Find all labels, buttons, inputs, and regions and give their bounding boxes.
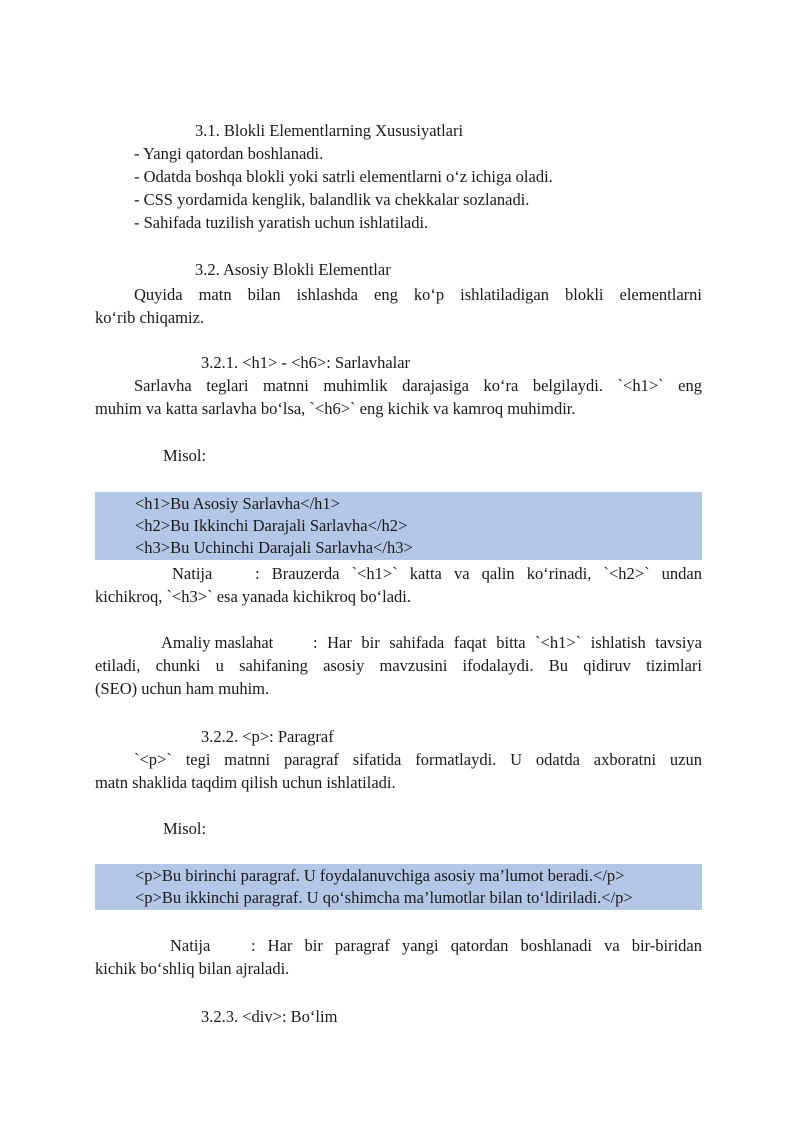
code-line: <p>Bu birinchi paragraf. U foydalanuvchiga asosiy ma’lumot beradi.</p> — [135, 866, 625, 885]
paragraph-line: matn shaklida taqdim qilish uchun ishlatiladi. — [95, 773, 396, 792]
section-heading-3-2: 3.2. Asosiy Blokli Elementlar — [195, 260, 391, 279]
list-item: - CSS yordamida kenglik, balandlik va chekkalar sozlanadi. — [134, 190, 530, 209]
paragraph-line: : Brauzerda `<h1>` katta va qalin ko‘rinadi, `<h2>` undan — [255, 564, 702, 583]
code-example-block — [95, 492, 702, 560]
paragraph-line: kichikroq, `<h3>` esa yanada kichikroq bo‘ladi. — [95, 587, 411, 606]
tip-label: Amaliy maslahat — [161, 633, 274, 652]
list-item: - Yangi qatordan boshlanadi. — [134, 144, 324, 163]
example-label: Misol: — [163, 446, 207, 465]
code-example-block — [95, 864, 702, 910]
paragraph-line: Sarlavha teglari matnni muhimlik darajasiga ko‘ra belgilaydi. `<h1>` eng — [134, 376, 702, 395]
code-line: <h3>Bu Uchinchi Darajali Sarlavha</h3> — [135, 538, 413, 557]
example-label: Misol: — [163, 819, 207, 838]
paragraph-line: `<p>` tegi matnni paragraf sifatida formatlaydi. U odatda axboratni uzun — [134, 750, 702, 769]
paragraph-line: (SEO) uchun ham muhim. — [95, 679, 270, 698]
result-label: Natija — [172, 564, 213, 583]
paragraph-line: : Har bir paragraf yangi qatordan boshlanadi va bir-biridan — [251, 936, 702, 955]
section-heading-3-2-1: 3.2.1. <h1> - <h6>: Sarlavhalar — [201, 353, 411, 372]
paragraph-line: etiladi, chunki u sahifaning asosiy mavzusini ifodalaydi. Bu qidiruv tizimlari — [95, 656, 702, 675]
paragraph-line: : Har bir sahifada faqat bitta `<h1>` ishlatish tavsiya — [313, 633, 702, 652]
list-item: - Sahifada tuzilish yaratish uchun ishlatiladi. — [134, 213, 429, 232]
paragraph-line: ko‘rib chiqamiz. — [95, 308, 205, 327]
paragraph-line: muhim va katta sarlavha bo‘lsa, `<h6>` eng kichik va kamroq muhimdir. — [95, 399, 576, 418]
code-line: <p>Bu ikkinchi paragraf. U qo‘shimcha ma’lumotlar bilan to‘ldiriladi.</p> — [135, 888, 633, 907]
paragraph-line: kichik bo‘shliq bilan ajraladi. — [95, 959, 290, 978]
code-line: <h1>Bu Asosiy Sarlavha</h1> — [135, 494, 340, 513]
section-heading-3-2-2: 3.2.2. <p>: Paragraf — [201, 727, 334, 746]
section-heading-3-2-3: 3.2.3. <div>: Bo‘lim — [201, 1007, 338, 1026]
list-item: - Odatda boshqa blokli yoki satrli elementlarni o‘z ichiga oladi. — [134, 167, 553, 186]
code-line: <h2>Bu Ikkinchi Darajali Sarlavha</h2> — [135, 516, 408, 535]
paragraph-line: Quyida matn bilan ishlashda eng ko‘p ishlatiladigan blokli elementlarni — [134, 285, 702, 304]
section-heading-3-1: 3.1. Blokli Elementlarning Xususiyatlari — [195, 121, 464, 140]
result-label: Natija — [170, 936, 211, 955]
